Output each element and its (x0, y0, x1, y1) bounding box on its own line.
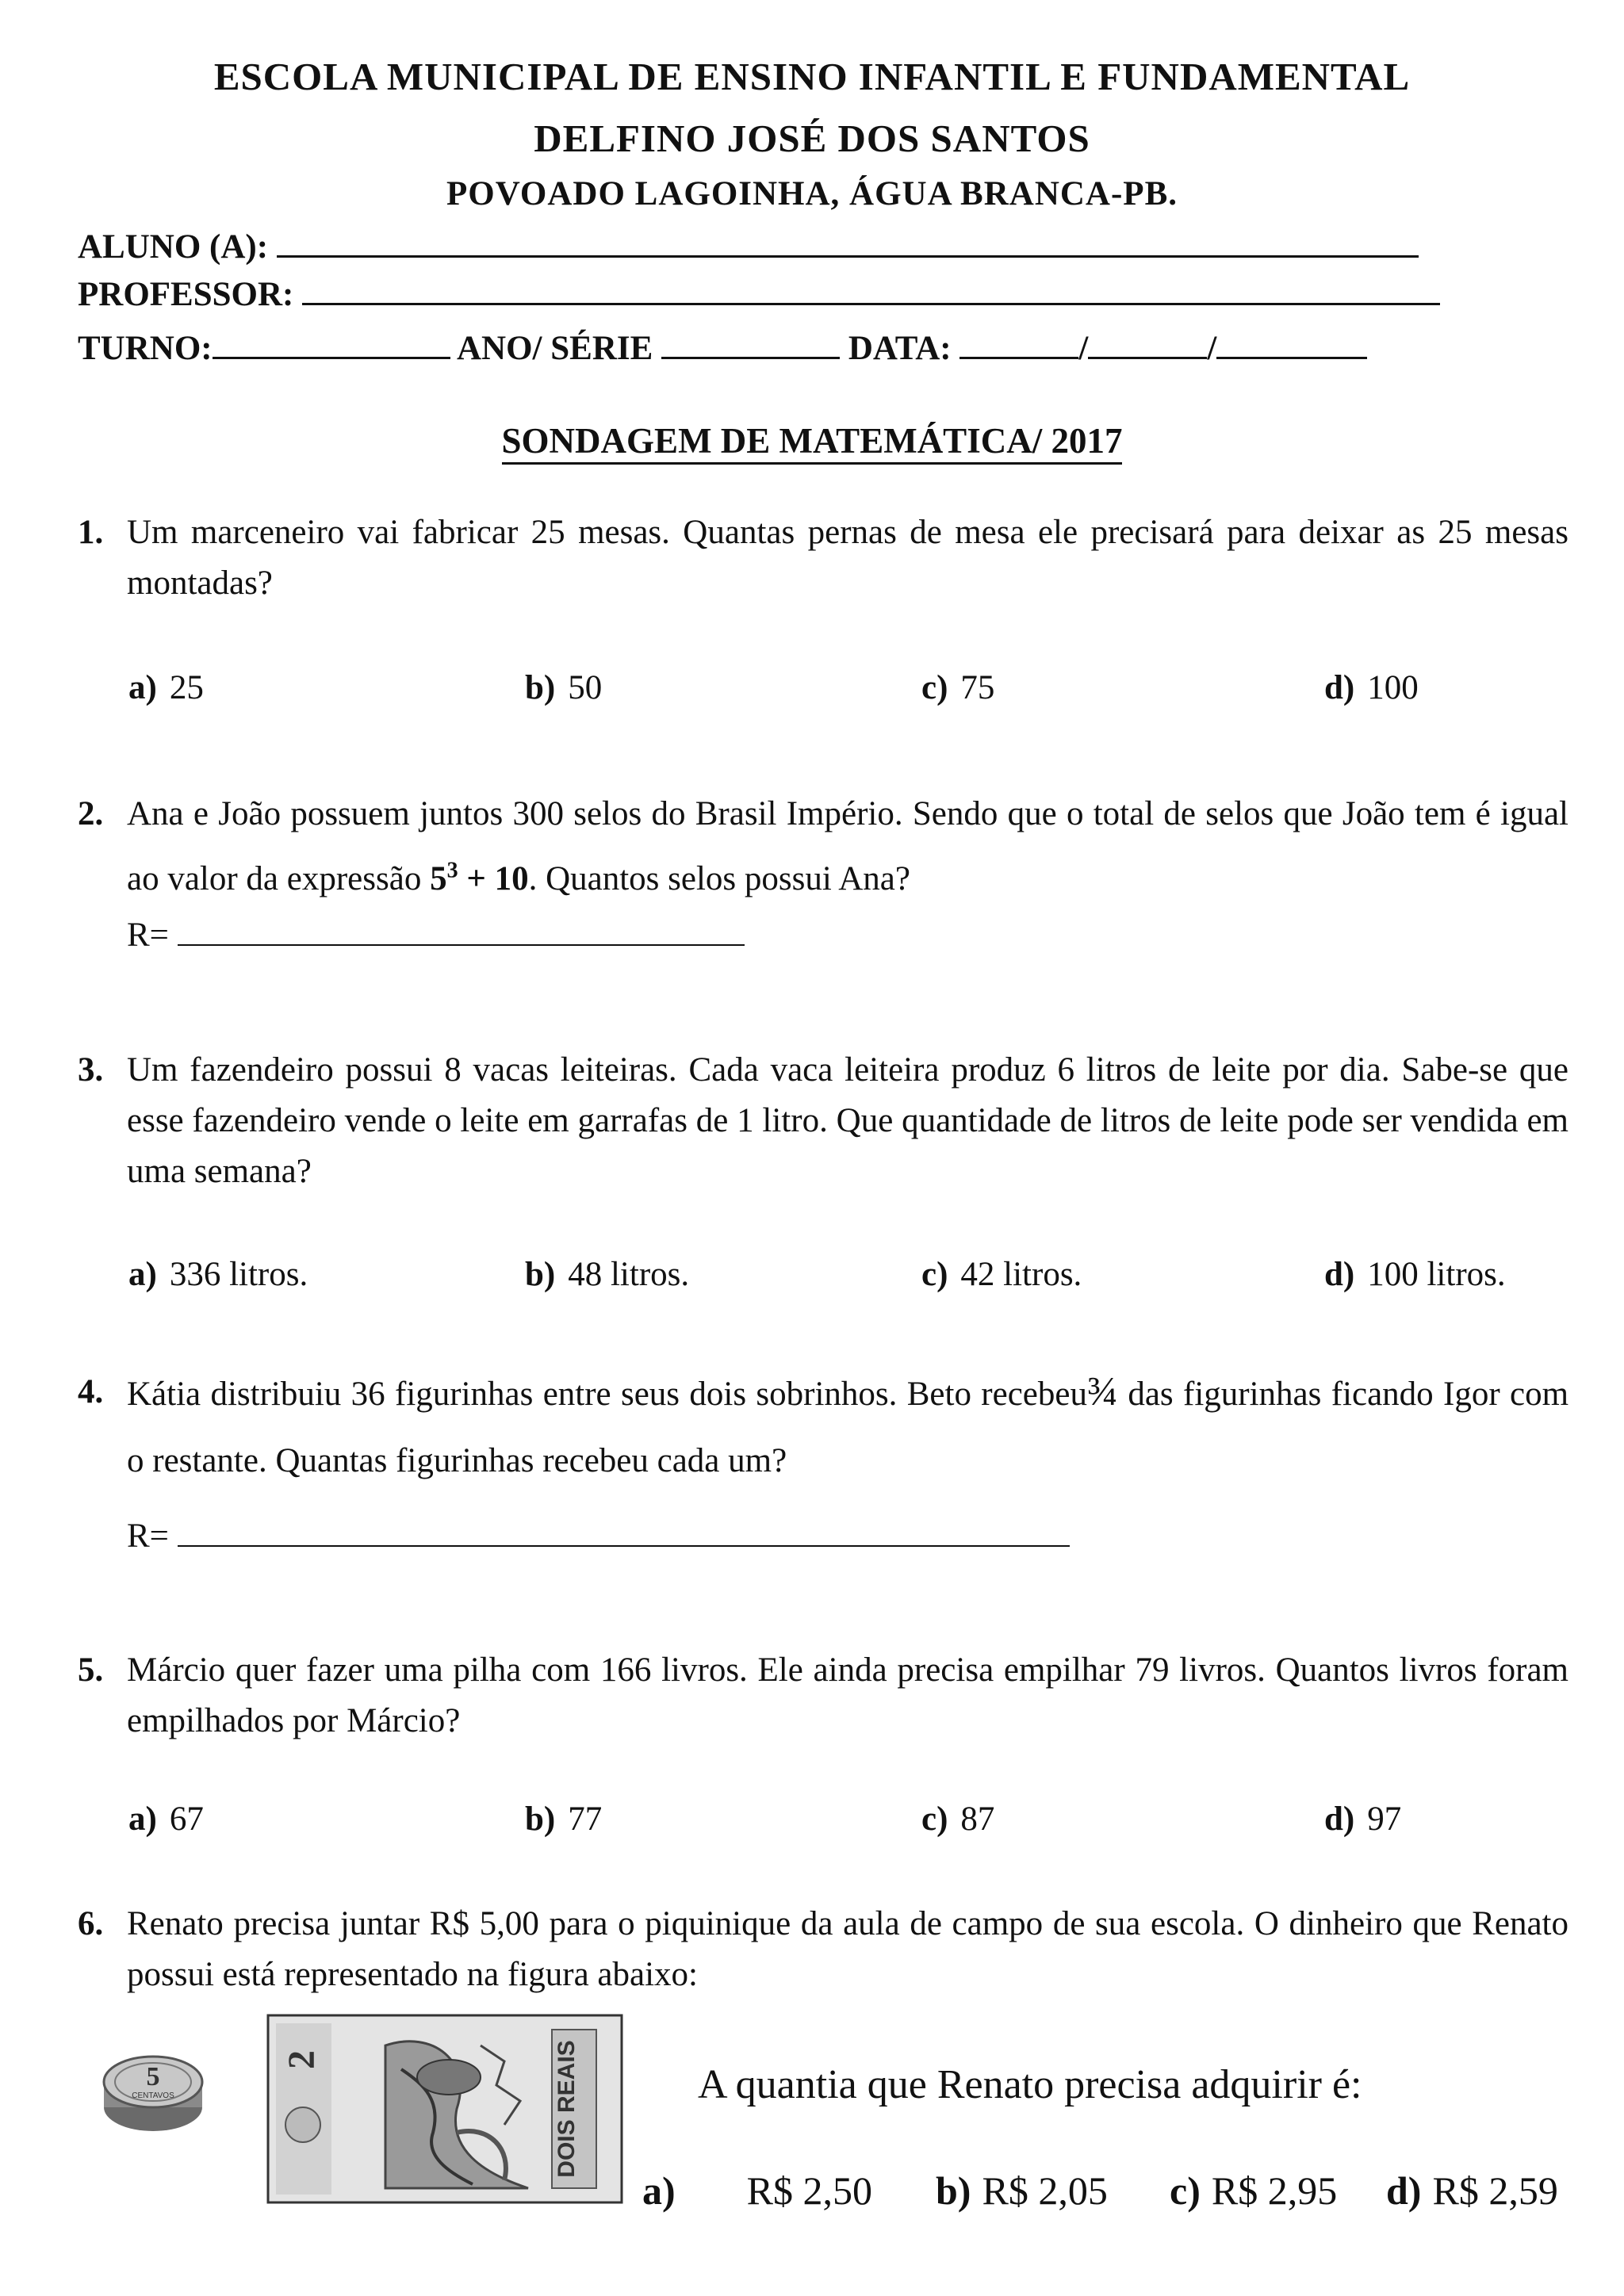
turno-label: TURNO: (78, 330, 213, 367)
option-a[interactable]: a) 25 (128, 669, 204, 706)
question-6-prompt: A quantia que Renato precisa adquirir é: (698, 2062, 1362, 2107)
option-d[interactable]: d) 100 (1324, 669, 1419, 706)
option-b[interactable]: b) 48 litros. (525, 1256, 690, 1293)
question-number: 2. (78, 795, 104, 832)
question-number: 5. (78, 1651, 104, 1689)
aluno-line[interactable] (277, 227, 1419, 258)
option-d[interactable]: d) R$ 2,59 (1386, 2168, 1558, 2213)
question-1-options (128, 664, 1572, 712)
school-subname: DELFINO JOSÉ DOS SANTOS (534, 117, 1090, 160)
date-sep-1: / (1078, 330, 1089, 367)
ano-serie-label: ANO/ SÉRIE (457, 330, 653, 367)
question-text: Kátia distribuiu 36 figurinhas entre seus dois sobrinhos. Beto recebeu¾ das figurinhas ficando Igor com o restante. Quantas figurinhas recebeu cada um? (127, 1369, 1569, 1479)
data-label: DATA: (848, 330, 952, 367)
option-a[interactable]: a) R$ 2,50 (642, 2168, 873, 2213)
question-3 (78, 1045, 1568, 1197)
expr-rest: + 10 (458, 860, 529, 897)
question-number: 4. (78, 1373, 104, 1410)
question-text: Renato precisa juntar R$ 5,00 para o piquinique da aula de campo de sua escola. O dinheiro que Renato possui está representado na figura abaixo: (127, 1905, 1568, 1993)
coin-5-centavos-image (94, 2045, 213, 2141)
question-1 (78, 507, 1568, 609)
question-6 (78, 1899, 1568, 2000)
page-title: SONDAGEM DE MATEMÁTICA/ 2017 (0, 420, 1624, 461)
option-a[interactable]: a) 336 litros. (128, 1256, 308, 1293)
professor-field[interactable] (78, 274, 1440, 315)
question-text: Um marceneiro vai fabricar 25 mesas. Quantas pernas de mesa ele precisará para deixar as 25 mesas montadas? (127, 514, 1568, 602)
aluno-field[interactable] (78, 227, 1419, 267)
question-6-options (642, 2163, 1578, 2218)
option-c[interactable]: c) R$ 2,95 (1170, 2168, 1338, 2213)
answer-line[interactable] (178, 920, 745, 946)
option-b[interactable]: b) R$ 2,05 (936, 2168, 1108, 2213)
aluno-label: ALUNO (A): (78, 228, 269, 266)
question-2 (78, 782, 1568, 912)
date-sep-2: / (1207, 330, 1217, 367)
option-d[interactable]: d) 97 (1324, 1800, 1402, 1838)
question-4-answer[interactable] (127, 1513, 1070, 1560)
date-year-line[interactable] (1216, 328, 1367, 359)
question-5 (78, 1645, 1568, 1747)
answer-label: R= (127, 1517, 169, 1555)
expr-base: 5 (430, 860, 447, 897)
bill-label: DOIS REAIS (553, 2040, 580, 2178)
expr-exponent: 3 (446, 858, 458, 883)
banknote-2-reais-image (266, 2014, 623, 2204)
question-2-answer[interactable] (127, 912, 745, 959)
question-text: Ana e João possuem juntos 300 selos do Brasil Império. Sendo que o total de selos que João tem é igual ao valor da expressão $5^3 + 10$. Quantos selos possui Ana? (127, 795, 1568, 897)
turno-line[interactable] (213, 328, 450, 359)
school-name: ESCOLA MUNICIPAL DE ENSINO INFANTIL E FUNDAMENTAL (213, 55, 1411, 98)
professor-line[interactable] (302, 274, 1440, 305)
question-5-options (128, 1796, 1572, 1843)
turno-row (78, 328, 1367, 369)
option-d[interactable]: d) 100 litros. (1324, 1256, 1506, 1293)
bill-value: 2 (281, 2050, 323, 2069)
question-number: 1. (78, 514, 104, 551)
school-location: POVOADO LAGOINHA, ÁGUA BRANCA-PB. (446, 175, 1178, 212)
question-number: 3. (78, 1051, 104, 1089)
option-c[interactable]: c) 87 (921, 1800, 995, 1838)
fraction-three-quarters: ¾ (1086, 1369, 1118, 1414)
option-b[interactable]: b) 50 (525, 669, 603, 706)
option-a[interactable]: a) 67 (128, 1800, 204, 1838)
answer-line[interactable] (178, 1521, 1070, 1547)
professor-label: PROFESSOR: (78, 276, 294, 313)
option-c[interactable]: c) 75 (921, 669, 995, 706)
coin-label: CENTAVOS (132, 2091, 174, 2100)
question-text: Márcio quer fazer uma pilha com 166 livros. Ele ainda precisa empilhar 79 livros. Quantos livros foram empilhados por Márcio? (127, 1651, 1568, 1739)
option-c[interactable]: c) 42 litros. (921, 1256, 1082, 1293)
ano-serie-line[interactable] (661, 328, 840, 359)
question-4 (78, 1359, 1568, 1494)
date-month-line[interactable] (1088, 328, 1207, 359)
coin-value: 5 (146, 2062, 160, 2091)
question-3-options (128, 1251, 1572, 1299)
answer-label: R= (127, 916, 169, 954)
question-number: 6. (78, 1905, 104, 1942)
question-text: Um fazendeiro possui 8 vacas leiteiras. Cada vaca leiteira produz 6 litros de leite por dia. Sabe-se que esse fazendeiro vende o leite em garrafas de 1 litro. Que quantidade de litros de leite pode ser vendida em uma semana? (127, 1051, 1568, 1190)
date-day-line[interactable] (959, 328, 1078, 359)
option-b[interactable]: b) 77 (525, 1800, 603, 1838)
